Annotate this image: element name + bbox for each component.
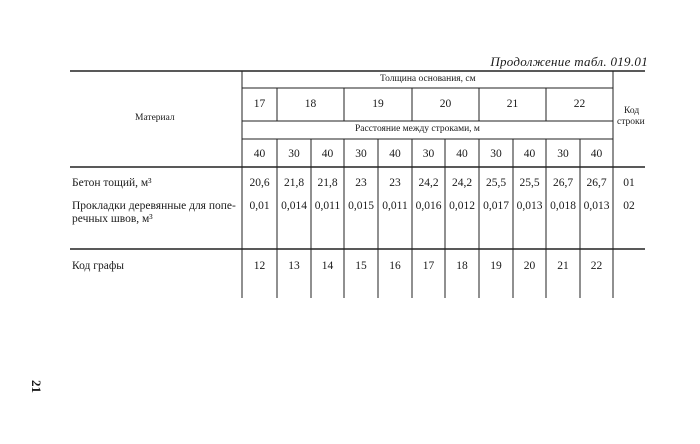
row-code: 01 (623, 177, 635, 189)
material-label: Прокладки деревянные для попе- (72, 200, 236, 212)
spacing-value: 30 (288, 148, 300, 160)
spacing-value: 30 (355, 148, 367, 160)
spacing-value: 30 (490, 148, 502, 160)
table-cell: 24,2 (451, 177, 473, 189)
table-cell: 0,018 (550, 200, 576, 212)
thickness-value: 22 (573, 98, 586, 110)
table-cell: 0,013 (516, 200, 543, 212)
table-cell: 21,8 (317, 177, 338, 189)
table-cell: 21,8 (283, 177, 305, 189)
table-cell: 26,7 (586, 177, 607, 189)
column-code: 12 (253, 260, 266, 272)
thickness-value: 19 (372, 98, 384, 110)
row-code: 02 (623, 200, 635, 212)
table-cell: 0,01 (249, 200, 270, 212)
spacing-value: 30 (422, 148, 435, 160)
table-cell: 25,5 (519, 177, 540, 189)
column-code: 16 (389, 260, 401, 272)
column-code: 19 (490, 260, 502, 272)
column-code: 18 (456, 260, 468, 272)
column-code: 17 (422, 260, 435, 272)
spacing-value: 40 (389, 148, 401, 160)
table-cell: 0,011 (314, 200, 341, 212)
thickness-value: 20 (439, 98, 452, 110)
column-code-label: Код графы (72, 260, 124, 272)
table-cell: 23 (355, 177, 367, 189)
table-cell: 0,012 (449, 200, 475, 212)
table-cell: 0,017 (483, 200, 509, 212)
table-caption: Продолжение табл. 019.01 (490, 54, 648, 69)
spacing-value: 40 (253, 148, 266, 160)
material-label: речных швов, м³ (72, 213, 153, 225)
table-cell: 20,6 (249, 177, 270, 189)
thickness-value: 18 (304, 98, 317, 110)
column-code: 21 (557, 260, 569, 272)
material-header: Материал (135, 113, 175, 123)
table-cell: 23 (389, 177, 401, 189)
table-cell: 0,011 (382, 200, 408, 212)
thickness-value: 17 (253, 98, 266, 110)
column-code: 22 (590, 260, 603, 272)
column-code: 13 (288, 260, 300, 272)
thickness-value: 21 (506, 98, 519, 110)
column-code: 14 (321, 260, 334, 272)
table-cell: 0,016 (415, 200, 442, 212)
spacing-value: 40 (523, 148, 536, 160)
spacing-value: 30 (557, 148, 569, 160)
table-cell: 24,2 (418, 177, 439, 189)
table-cell: 0,014 (281, 200, 307, 212)
table-cell: 25,5 (485, 177, 507, 189)
column-code: 20 (523, 260, 536, 272)
column-code: 15 (355, 260, 367, 272)
page-number: 21 (29, 380, 44, 393)
table-cell: 26,7 (552, 177, 574, 189)
table-cell: 0,013 (583, 200, 610, 212)
material-label: Бетон тощий, м³ (72, 177, 152, 189)
table-cell: 0,015 (348, 200, 374, 212)
thickness-header: Толщина основания, см (380, 74, 476, 84)
spacing-header: Расстояние между строками, м (355, 124, 480, 134)
spacing-value: 40 (590, 148, 603, 160)
spacing-value: 40 (321, 148, 334, 160)
spacing-value: 40 (456, 148, 468, 160)
row-code-header-line1: Код (624, 106, 640, 116)
row-code-header-line2: строки (617, 117, 645, 127)
